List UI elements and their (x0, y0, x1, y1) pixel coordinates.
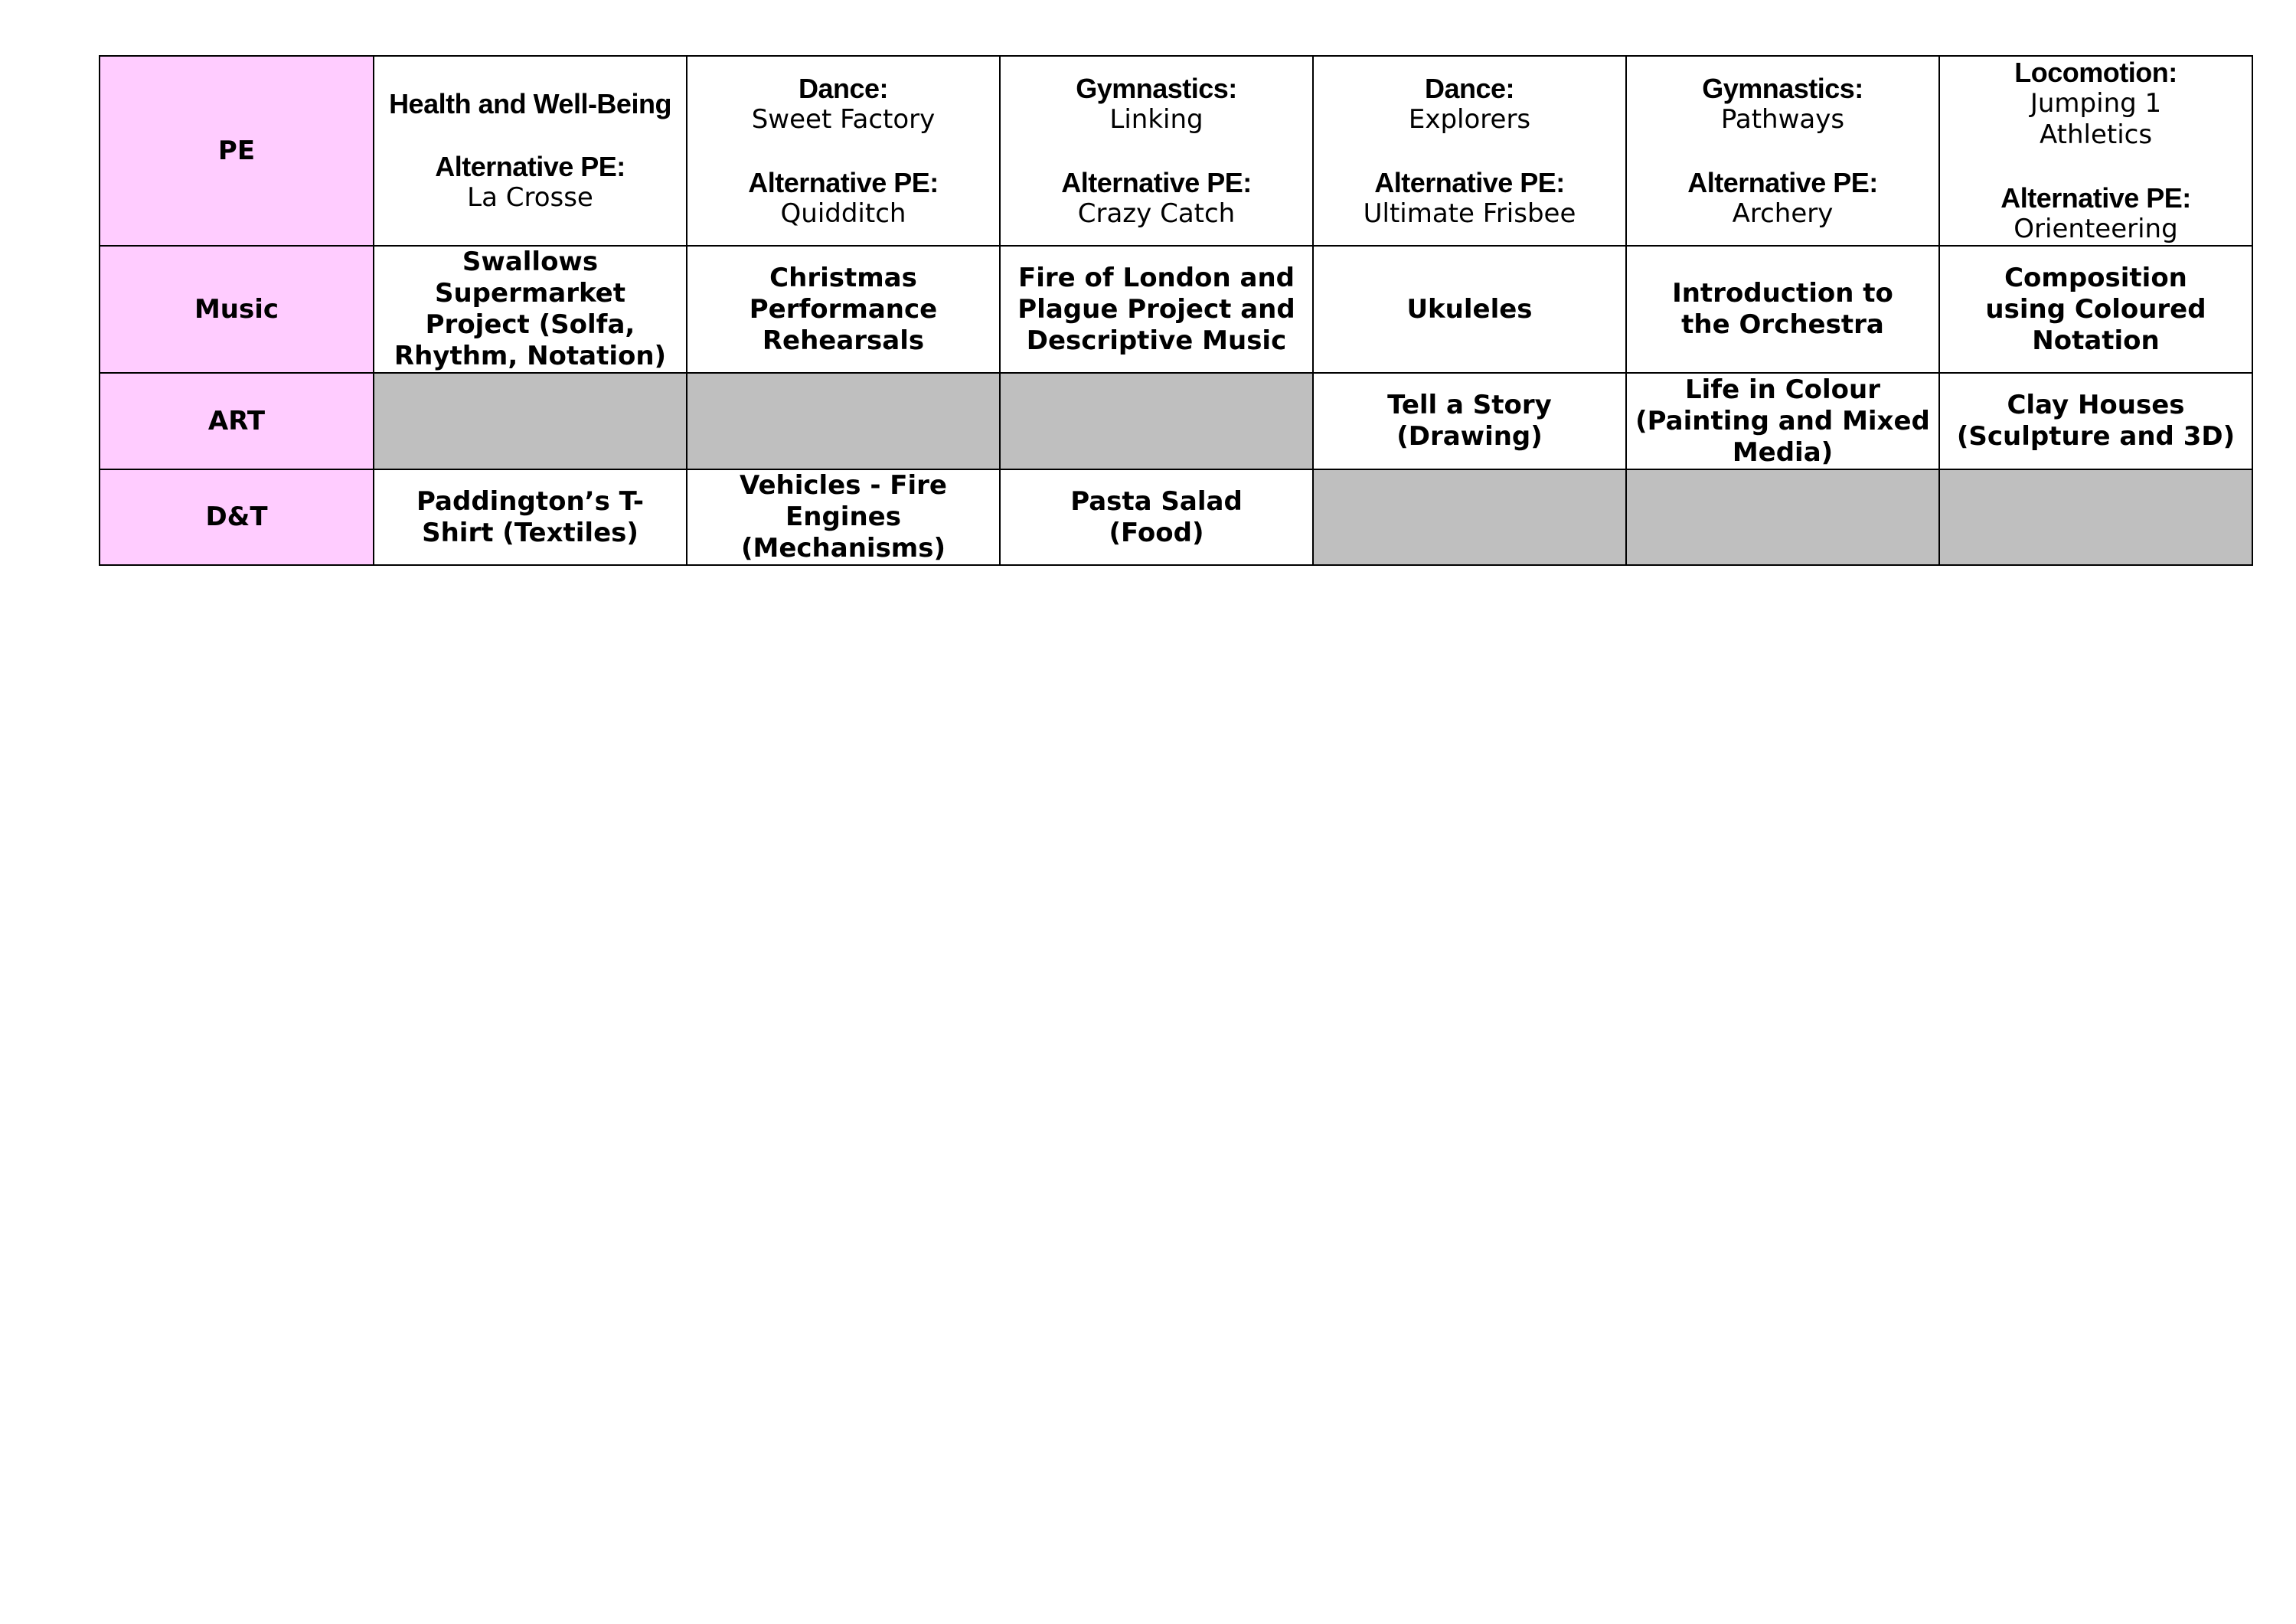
art-cell-6: Clay Houses (Sculpture and 3D) (1939, 373, 2252, 469)
pe-cell-alt-activity: Archery (1732, 198, 1834, 229)
pe-cell-activity: Linking (1109, 103, 1204, 135)
pe-cell-1 (374, 56, 687, 246)
pe-cell-heading: Dance: (1424, 72, 1515, 104)
pe-cell-3 (1000, 56, 1313, 246)
pe-cell-4 (1313, 56, 1626, 246)
pe-cell-alt-activity: Quidditch (780, 198, 906, 229)
pe-cell-alt-activity: La Crosse (467, 182, 593, 213)
row-music (100, 246, 2252, 373)
dt-cell-4 (1313, 469, 1626, 565)
pe-cell-heading: Gymnastics: (1076, 72, 1237, 104)
pe-cell-alt-heading: Alternative PE: (435, 151, 625, 182)
row-dt (100, 469, 2252, 565)
pe-cell-heading: Dance: (798, 72, 889, 104)
art-cell-1 (374, 373, 687, 469)
curriculum-table (99, 55, 2253, 566)
dt-cell-1: Paddington’s T-Shirt (Textiles) (374, 469, 687, 565)
subject-art: ART (100, 373, 374, 469)
dt-cell-6 (1939, 469, 2252, 565)
art-cell-3 (1000, 373, 1313, 469)
subject-pe: PE (100, 56, 374, 246)
subject-music: Music (100, 246, 374, 373)
pe-cell-alt-heading: Alternative PE: (1374, 166, 1565, 198)
pe-cell-2 (687, 56, 1000, 246)
pe-cell-heading: Locomotion: (2014, 57, 2177, 88)
pe-cell-alt-activity: Orienteering (2013, 214, 2178, 244)
music-cell-3: Fire of London and Plague Project and Descriptive Music (1000, 246, 1313, 373)
pe-cell-alt-heading: Alternative PE: (748, 166, 939, 198)
art-cell-2 (687, 373, 1000, 469)
pe-cell-activity: Jumping 1 Athletics (2030, 88, 2162, 150)
art-cell-4: Tell a Story (Drawing) (1313, 373, 1626, 469)
music-cell-4: Ukuleles (1313, 246, 1626, 373)
pe-cell-5 (1626, 56, 1939, 246)
pe-cell-alt-activity: Crazy Catch (1077, 198, 1236, 229)
pe-cell-activity: Pathways (1720, 103, 1845, 135)
pe-cell-alt-heading: Alternative PE: (1061, 166, 1252, 198)
pe-cell-6 (1939, 56, 2252, 246)
dt-cell-5 (1626, 469, 1939, 565)
pe-cell-heading: Gymnastics: (1702, 72, 1863, 104)
pe-cell-activity: Sweet Factory (751, 103, 936, 135)
dt-cell-3: Pasta Salad (Food) (1000, 469, 1313, 565)
music-cell-2: Christmas Performance Rehearsals (687, 246, 1000, 373)
pe-cell-alt-activity: Ultimate Frisbee (1363, 198, 1576, 229)
row-pe (100, 56, 2252, 246)
music-cell-5: Introduction to the Orchestra (1626, 246, 1939, 373)
music-cell-6: Composition using Coloured Notation (1939, 246, 2252, 373)
pe-cell-activity: Explorers (1408, 103, 1531, 135)
music-cell-1: Swallows Supermarket Project (Solfa, Rhythm, Notation) (374, 246, 687, 373)
pe-cell-alt-heading: Alternative PE: (1687, 166, 1878, 198)
dt-cell-2: Vehicles - Fire Engines (Mechanisms) (687, 469, 1000, 565)
pe-cell-alt-heading: Alternative PE: (2000, 182, 2191, 214)
row-art (100, 373, 2252, 469)
pe-cell-heading: Health and Well-Being (389, 88, 671, 119)
subject-dt: D&T (100, 469, 374, 565)
art-cell-5: Life in Colour (Painting and Mixed Media) (1626, 373, 1939, 469)
